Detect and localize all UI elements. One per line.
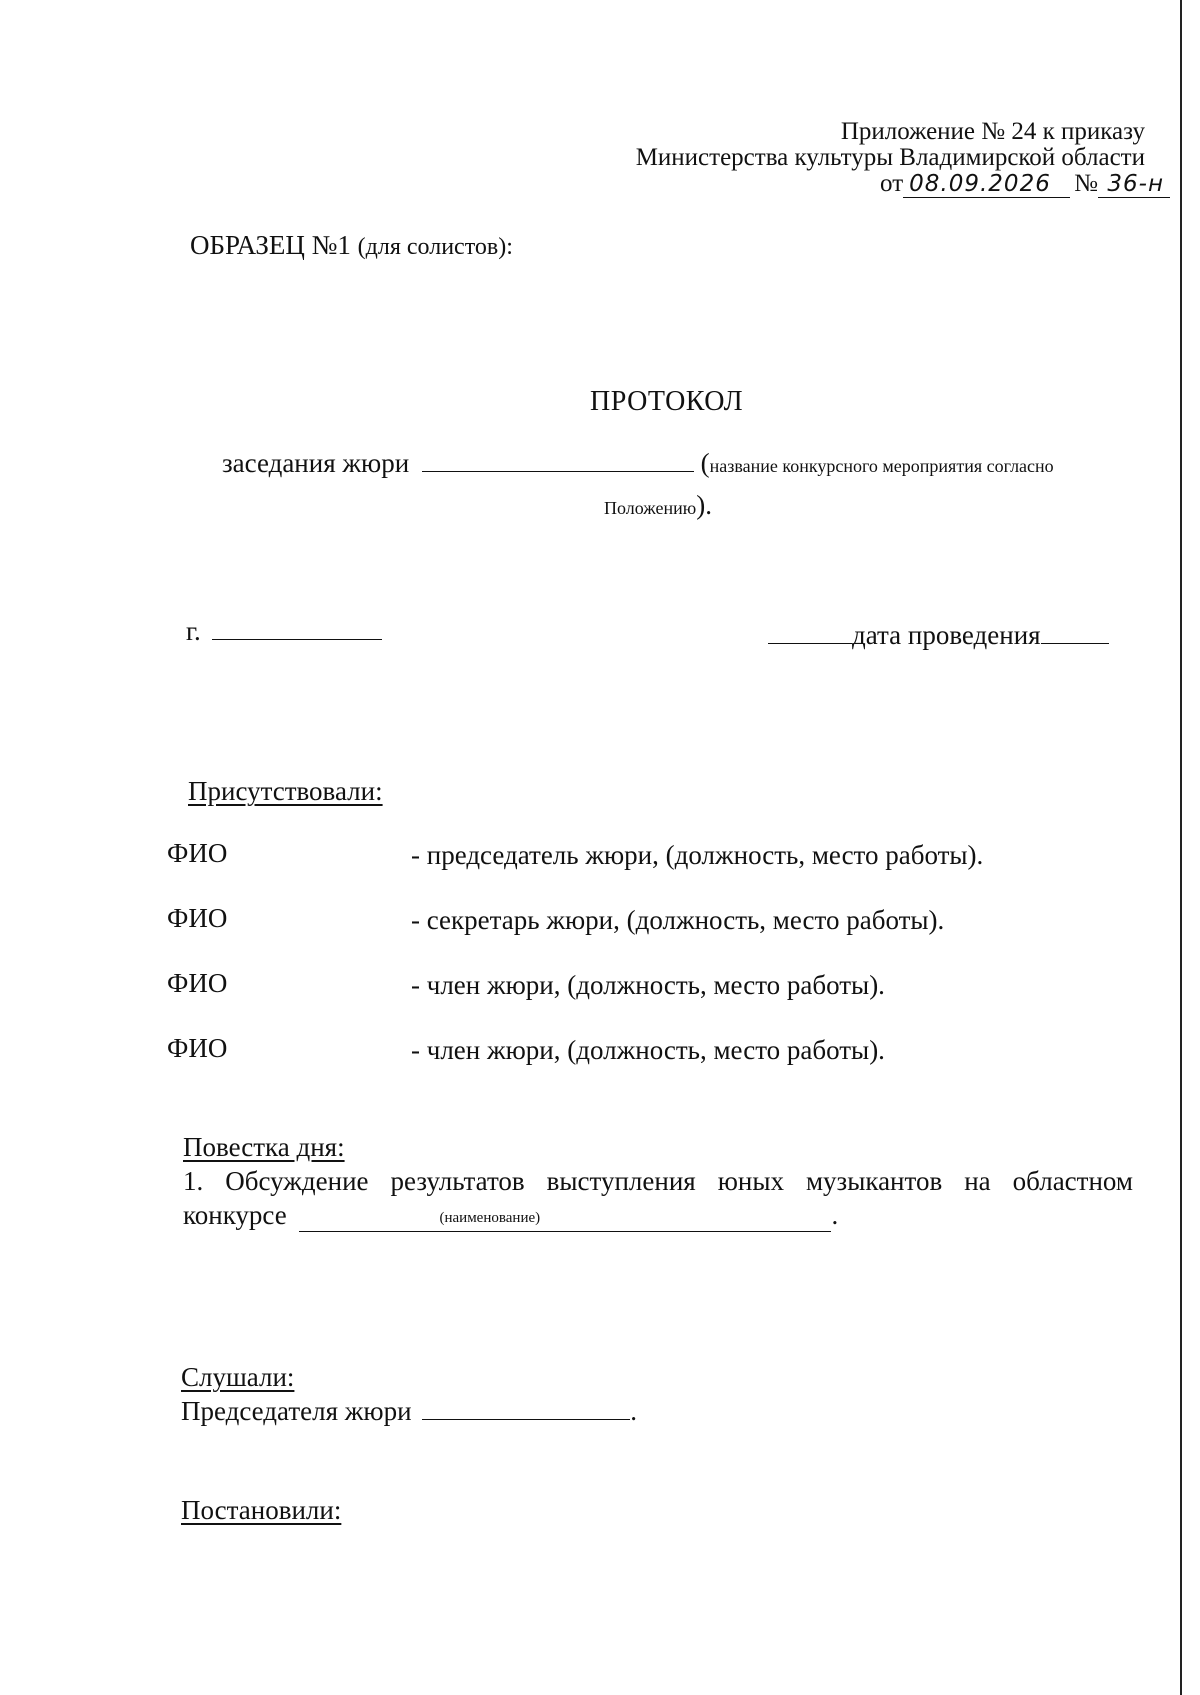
meeting-note-line2: Положению <box>604 498 697 518</box>
sample-title-note: (для солистов): <box>357 234 513 260</box>
member-role: - член жюри, (должность, место работы). <box>411 1035 885 1065</box>
order-date-handwritten: 08.09.2026 <box>903 172 1070 198</box>
city-label: г. <box>186 616 201 646</box>
heard-label: Председателя жюри <box>181 1396 412 1426</box>
member-role: - секретарь жюри, (должность, место работы). <box>411 905 945 935</box>
header-appendix-line: Приложение № 24 к приказу <box>840 118 1145 145</box>
date-line <box>768 620 1109 651</box>
sample-title <box>190 230 513 261</box>
meeting-name-blank <box>422 470 694 472</box>
meeting-note-line2-row <box>604 490 712 521</box>
agenda-item-1-blank <box>299 1200 831 1232</box>
number-label: № <box>1074 170 1098 197</box>
member-role: - председатель жюри, (должность, место работы). <box>411 840 984 870</box>
city-blank <box>212 638 382 640</box>
meeting-paren-close: ). <box>696 490 712 520</box>
agenda-heading: Повестка дня: <box>183 1132 345 1162</box>
present-heading: Присутствовали: <box>188 776 383 806</box>
member-fio: ФИО <box>167 838 228 868</box>
meeting-label: заседания жюри <box>222 448 410 478</box>
agenda-item-1-label: конкурсе <box>183 1200 287 1230</box>
agenda-item-1-end: . <box>831 1200 839 1230</box>
header-ministry-line: Министерства культуры Владимирской области <box>635 144 1145 171</box>
member-fio: ФИО <box>167 903 228 933</box>
date-blank-after <box>1041 642 1109 644</box>
meeting-note-line1: название конкурсного мероприятия согласно <box>709 456 1054 476</box>
heard-end: . <box>630 1396 638 1426</box>
agenda-item-1-line1: 1. Обсуждение результатов выступления юных музыкантов на областном <box>183 1166 1133 1196</box>
page-border-line <box>1180 0 1182 1695</box>
sample-title-main: ОБРАЗЕЦ №1 <box>190 230 351 260</box>
date-label: дата проведения <box>852 620 1041 650</box>
header-order-line <box>880 170 1170 198</box>
meeting-paren-open: ( <box>700 448 710 478</box>
order-number-handwritten: 36-н <box>1098 172 1170 198</box>
agenda-item-1-line2 <box>183 1200 838 1232</box>
member-fio: ФИО <box>167 968 228 998</box>
from-label: от <box>880 170 904 197</box>
member-fio: ФИО <box>167 1033 228 1063</box>
heard-blank <box>422 1418 630 1420</box>
decided-heading: Постановили: <box>181 1495 342 1525</box>
date-blank-before <box>768 642 852 644</box>
document-title: ПРОТОКОЛ <box>590 386 744 417</box>
meeting-line <box>222 448 1054 479</box>
heard-heading: Слушали: <box>181 1362 295 1392</box>
heard-line <box>181 1396 637 1427</box>
city-line <box>186 616 382 647</box>
agenda-item-1-placeholder: (наименование) <box>439 1210 541 1226</box>
member-role: - член жюри, (должность, место работы). <box>411 970 885 1000</box>
